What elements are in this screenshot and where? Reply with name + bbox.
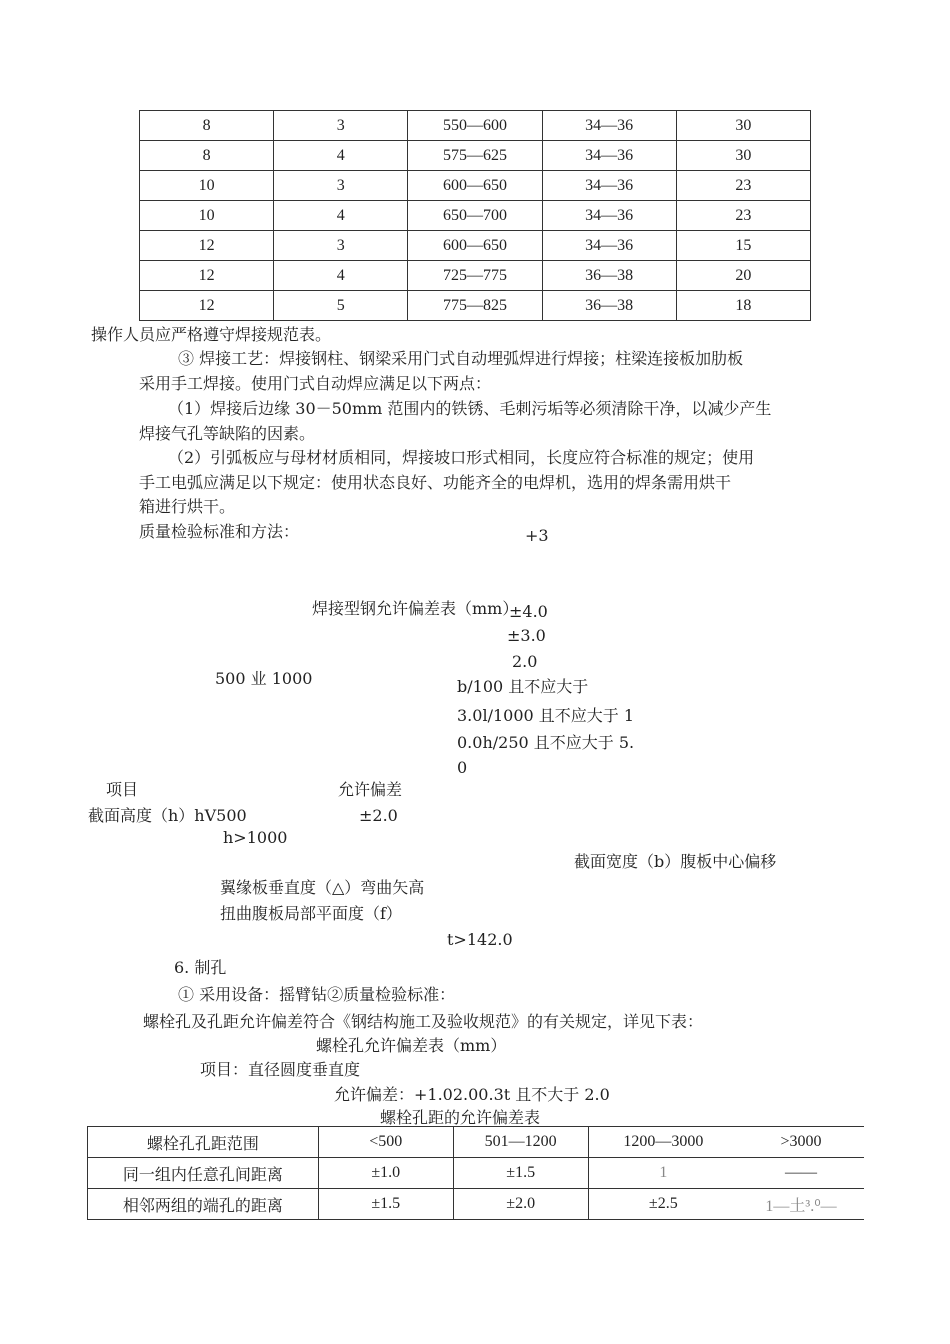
table-cell: 34—36 [542,171,676,201]
point1-line-2: 焊接气孔等缺陷的因素。 [139,424,316,443]
bolt-spec-line: 螺栓孔及孔距允许偏差符合《钢结构施工及验收规范》的有关规定，详见下表： [143,1012,704,1031]
t-gt-value: t>142.0 [447,930,513,949]
h250-text: 0.0h/250 且不应大于 5. [457,733,635,752]
h-gt-1000: h>1000 [223,828,288,847]
table-cell: 1—土³.⁰— [738,1189,864,1220]
pitch-table-title: 螺栓孔距的允许偏差表 [380,1108,541,1127]
table-cell: 18 [676,291,810,321]
table-row [88,1158,865,1189]
table-cell: 15 [676,231,810,261]
table-cell: 1 [588,1158,738,1189]
header-cell: 501—1200 [453,1127,588,1158]
table-cell: 600—650 [408,171,542,201]
table-cell: 575—625 [408,141,542,171]
plus3-fragment: +3 [525,526,549,545]
process-line-1: ③ 焊接工艺：焊接钢柱、钢梁采用门式自动埋弧焊进行焊接；柱梁连接板加肋板 [178,349,744,368]
header-cell: 螺栓孔孔距范围 [88,1127,319,1158]
table-row [88,1127,865,1158]
table-row [140,111,811,141]
table-cell: 相邻两组的端孔的距离 [88,1189,319,1220]
table-cell: 20 [676,261,810,291]
point2-line-2: 手工电弧应满足以下规定：使用状态良好、功能齐全的电焊机，选用的焊条需用烘干 [139,473,732,492]
table-cell: 775—825 [408,291,542,321]
table-cell: 34—36 [542,201,676,231]
table-cell: ±2.0 [453,1189,588,1220]
table-cell: 23 [676,171,810,201]
bolt-table-title: 螺栓孔允许偏差表（mm） [316,1036,507,1055]
table-row [140,201,811,231]
table-cell: ±1.5 [318,1189,453,1220]
table-cell: 3 [274,231,408,261]
width-offset-row: 截面宽度（b）腹板中心偏移 [574,852,777,871]
table-cell: 725—775 [408,261,542,291]
table-row [140,291,811,321]
point2-line-3: 箱进行烘干。 [139,497,236,516]
table-cell: ±1.5 [453,1158,588,1189]
column-item: 项目 [106,780,139,799]
point1-line-1: （1）焊接后边缘 30－50mm 范围内的铁锈、毛刺污垢等必须清除干净，以减少产生 [168,399,772,418]
bolt-tolerance-line: 允许偏差：+1.02.00.3t 且不大于 2.0 [334,1085,610,1104]
table-row [88,1189,865,1220]
table-cell: 600—650 [408,231,542,261]
section-height-value: ±2.0 [359,806,398,825]
table-cell: 3 [274,111,408,141]
table-cell: 12 [140,261,274,291]
table-cell: 5 [274,291,408,321]
table-row [140,171,811,201]
point2-line-1: （2）引弧板应与母材材质相同，焊接坡口形式相同，长度应符合标准的规定；使用 [168,448,755,467]
section-6-heading: 6. 制孔 [174,958,227,977]
tolerance-table-title: 焊接型钢允许偏差表（mm） [312,599,519,618]
table-row [140,231,811,261]
table-row [140,141,811,171]
table-row [140,261,811,291]
table-cell: 3 [274,171,408,201]
table-cell: 23 [676,201,810,231]
range-500-1000: 500 业 1000 [215,669,313,688]
table-cell: 4 [274,141,408,171]
table-cell: 550—600 [408,111,542,141]
value-pm30: ±3.0 [507,626,546,645]
section-height-row: 截面高度（h）hV500 [88,806,247,825]
table-cell: —— [738,1158,864,1189]
operator-note: 操作人员应严格遵守焊接规范表。 [91,325,332,344]
hole-pitch-table [87,1126,864,1220]
bolt-item-line: 项目：直径圆度垂直度 [200,1060,361,1079]
table-cell: 34—36 [542,111,676,141]
table-cell: 10 [140,201,274,231]
table-cell: 4 [274,261,408,291]
table-cell: 30 [676,111,810,141]
table-cell: 12 [140,231,274,261]
qc-title: 质量检验标准和方法： [139,522,300,541]
column-tolerance: 允许偏差 [338,780,403,799]
table-cell: 34—36 [542,231,676,261]
process-line-2: 采用手工焊接。使用门式自动焊应满足以下两点： [139,374,492,393]
b100-text: b/100 且不应大于 [457,677,589,696]
l1000-text: 3.0l/1000 且不应大于 1 [457,706,635,725]
table-cell: 30 [676,141,810,171]
table-cell: 36—38 [542,291,676,321]
flange-row: 翼缘板垂直度（△）弯曲矢高 [220,878,425,897]
table-cell: 12 [140,291,274,321]
header-cell: <500 [318,1127,453,1158]
table-cell: 4 [274,201,408,231]
table-cell: 同一组内任意孔间距离 [88,1158,319,1189]
value-20: 2.0 [512,652,538,671]
table-cell: 8 [140,141,274,171]
table-cell: ±2.5 [588,1189,738,1220]
truncated-zero: 0 [457,758,468,777]
table-cell: ±1.0 [318,1158,453,1189]
header-cell: >3000 [738,1127,864,1158]
value-pm40: ±4.0 [509,602,548,621]
table-cell: 8 [140,111,274,141]
header-cell: 1200—3000 [588,1127,738,1158]
table-cell: 650—700 [408,201,542,231]
table-cell: 10 [140,171,274,201]
table-cell: 34—36 [542,141,676,171]
equipment-line: ① 采用设备：摇臂钻②质量检验标准： [178,985,456,1004]
twist-row: 扭曲腹板局部平面度（f） [220,904,402,923]
table-cell: 36—38 [542,261,676,291]
weld-parameter-table [139,110,811,321]
